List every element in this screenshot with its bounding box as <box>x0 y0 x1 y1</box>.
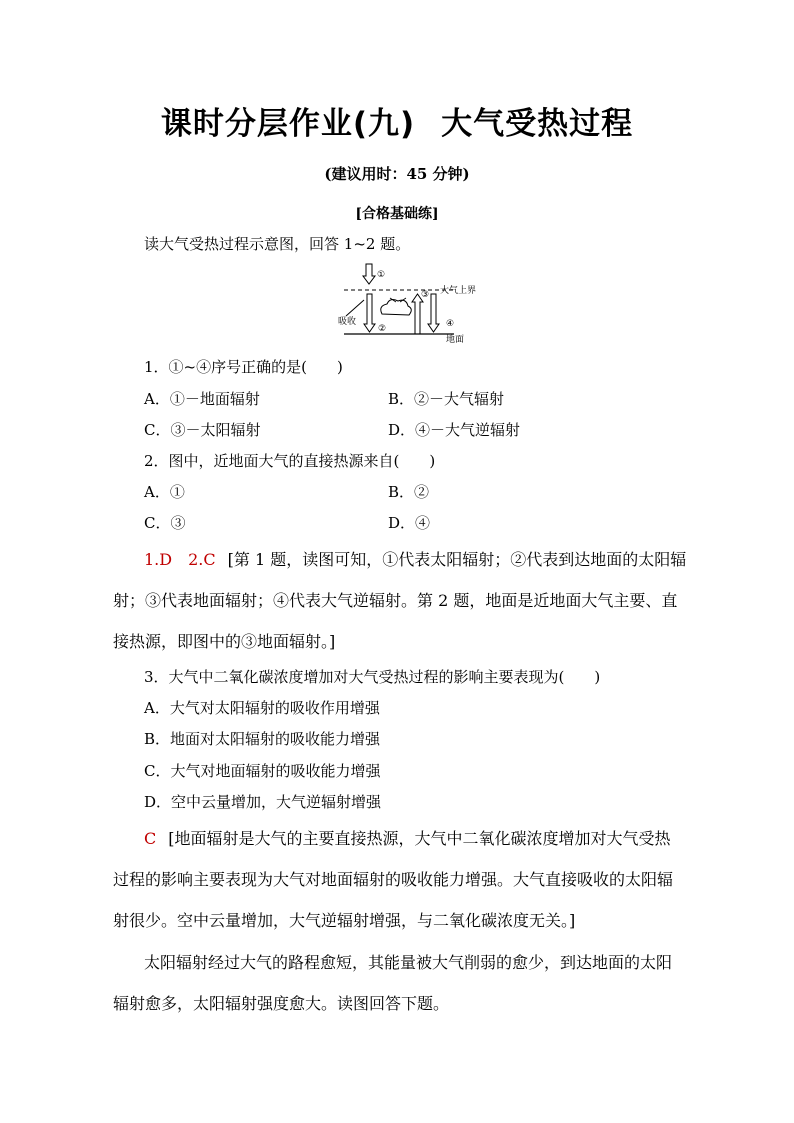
heating-diagram <box>336 262 496 346</box>
answer-3-line1 <box>144 826 671 849</box>
q1-option-a: A．①－地面辐射 <box>144 390 260 408</box>
q2-option-b: B．② <box>388 483 430 501</box>
absorb-arrow <box>346 300 364 316</box>
q3-stem: 3．大气中二氧化碳浓度增加对大气受热过程的影响主要表现为( ) <box>144 668 601 686</box>
section-heading: [合格基础练] <box>355 206 439 222</box>
answer-3-line2: 过程的影响主要表现为大气对地面辐射的吸收能力增强。大气直接吸收的太阳辐 <box>113 870 674 889</box>
q1-option-b: B．②－大气辐射 <box>388 390 505 408</box>
subtitle: (建议用时：45 分钟) <box>324 165 470 183</box>
arrow-4 <box>428 294 439 332</box>
q2-stem: 2．图中，近地面大气的直接热源来自( ) <box>144 452 436 470</box>
q2-option-c: C．③ <box>144 514 186 532</box>
passage-line2: 辐射愈多，太阳辐射强度愈大。读图回答下题。 <box>113 994 450 1013</box>
answer-12-text1: [第 1 题，读图可知，①代表太阳辐射；②代表到达地面的太阳辐 <box>227 550 687 569</box>
passage-line1: 太阳辐射经过大气的路程愈短，其能量被大气削弱的愈少，到达地面的太阳 <box>144 953 673 972</box>
q1-stem: 1．①~④序号正确的是( ) <box>144 358 343 376</box>
q2-option-a: A．① <box>144 483 185 501</box>
intro-text: 读大气受热过程示意图，回答 1~2 题。 <box>144 235 411 253</box>
label-ground: 地面 <box>446 335 465 345</box>
answer-3-key: C <box>144 829 157 848</box>
label-4: ④ <box>446 319 455 329</box>
q3-option-d: D．空中云量增加，大气逆辐射增强 <box>144 793 382 811</box>
label-top: 大气上界 <box>440 286 477 296</box>
answer-12-key: 1.D 2.C <box>144 550 216 569</box>
q2-option-d: D．④ <box>388 514 431 532</box>
q3-option-b: B．地面对太阳辐射的吸收能力增强 <box>144 730 381 748</box>
q3-option-a: A．大气对太阳辐射的吸收作用增强 <box>144 699 380 717</box>
answer-12-line1 <box>144 547 686 570</box>
label-absorb: 吸收 <box>338 317 357 327</box>
arrow-2 <box>364 294 375 332</box>
arrow-1 <box>363 264 375 284</box>
q1-option-d: D．④－大气逆辐射 <box>388 421 521 439</box>
diagram-svg <box>336 262 496 346</box>
title-main: 课时分层作业(九) <box>160 106 416 142</box>
label-3: ③ <box>421 290 430 300</box>
label-2: ② <box>378 324 387 334</box>
title-topic: 大气受热过程 <box>441 106 634 142</box>
q3-option-c: C．大气对地面辐射的吸收能力增强 <box>144 762 381 780</box>
arrow-3 <box>412 294 423 334</box>
label-1: ① <box>377 270 386 280</box>
q1-option-c: C．③－太阳辐射 <box>144 421 261 439</box>
answer-12-line3: 接热源，即图中的③地面辐射。] <box>113 632 336 651</box>
answer-3-line3: 射很少。空中云量增加，大气逆辐射增强，与二氧化碳浓度无关。] <box>113 911 576 930</box>
answer-3-text1: [地面辐射是大气的主要直接热源，大气中二氧化碳浓度增加对大气受热 <box>168 829 671 848</box>
page-title <box>0 98 794 143</box>
answer-12-line2: 射；③代表地面辐射；④代表大气逆辐射。第 2 题，地面是近地面大气主要、直 <box>113 591 678 610</box>
